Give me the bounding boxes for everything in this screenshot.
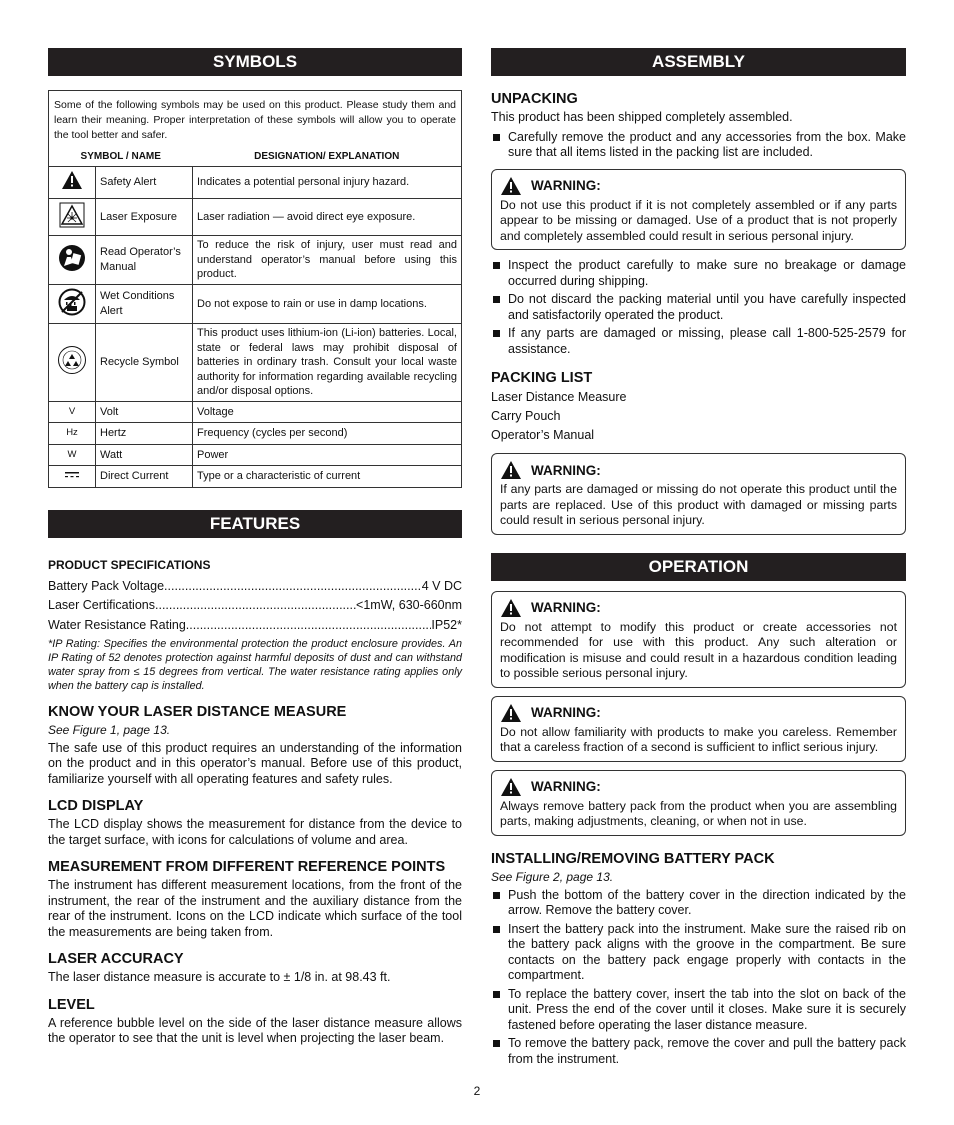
warning-box	[491, 696, 906, 762]
warning-title: WARNING:	[531, 600, 601, 615]
warning-text: If any parts are damaged or missing do not operate this product until the parts are replaced. Use of this product with damaged or missing parts could result in serious personal injury.	[500, 482, 897, 527]
symbols-table-box	[48, 90, 462, 488]
features-heading: FEATURES	[48, 510, 462, 538]
spec-row: Water Resistance Rating ..... IP52*	[48, 617, 462, 633]
list-item: Inspect the product carefully to make sure no breakage or damage occurred during shipping.	[491, 258, 906, 289]
warning-box	[491, 453, 906, 535]
warning-text: Do not allow familiarity with products to make you careless. Remember that a careless fraction of a second is sufficient to inflict serious injury.	[500, 724, 897, 754]
list-item: Push the bottom of the battery cover in the direction indicated by the arrow. Remove the battery cover.	[491, 888, 906, 919]
inspection-list	[491, 258, 906, 357]
level-text: A reference bubble level on the side of the laser distance measure allows the operator to see that the unit is level when projecting the laser beam.	[48, 1015, 462, 1045]
list-item: Operator’s Manual	[491, 428, 595, 442]
know-text: The safe use of this product requires an understanding of the information on the product and in this operator’s manual. Before use of this product, familiarize yourself with all operating features and safety rules.	[48, 740, 462, 786]
laser-exposure-icon	[59, 219, 85, 231]
table-row	[49, 324, 461, 402]
lcd-heading: LCD DISPLAY	[48, 798, 144, 814]
warning-text: Always remove battery pack from the product when you are assembling parts, making adjustments, cleaning, or when not in use.	[500, 798, 897, 828]
unpacking-text: This product has been shipped completely assembled.	[491, 110, 793, 124]
warning-icon	[500, 460, 522, 480]
symbol-name: Safety Alert	[96, 167, 193, 199]
list-item: If any parts are damaged or missing, please call 1-800-525-2579 for assistance.	[491, 326, 906, 357]
volt-symbol: V	[49, 401, 96, 423]
symbol-desc: Type or a characteristic of current	[193, 466, 462, 487]
symbol-desc: Indicates a potential personal injury hazard.	[193, 167, 462, 199]
list-item: Carefully remove the product and any accessories from the box. Make sure that all items listed in the packing list are included.	[491, 130, 906, 161]
recycle-icon	[57, 366, 87, 378]
symbols-table	[49, 149, 461, 487]
list-item: To replace the battery cover, insert the tab into the slot on back of the unit. Press the end of the cover until it closes. Make sure it is securely fastened before operating the laser distance measure.	[491, 987, 906, 1034]
figure-reference: See Figure 1, page 13.	[48, 722, 171, 737]
symbol-name: Wet Conditions Alert	[96, 284, 193, 324]
packing-list	[491, 389, 906, 443]
symbol-desc: Do not expose to rain or use in damp locations.	[193, 284, 462, 324]
measurement-heading: MEASUREMENT FROM DIFFERENT REFERENCE POINTS	[48, 859, 446, 875]
packing-list-heading: PACKING LIST	[491, 370, 593, 386]
symbol-name: Laser Exposure	[96, 198, 193, 236]
wet-conditions-icon	[58, 307, 86, 319]
accuracy-text: The laser distance measure is accurate to ± 1/8 in. at 98.43 ft.	[48, 970, 391, 984]
warning-title: WARNING:	[531, 705, 601, 720]
warning-icon	[500, 176, 522, 196]
accuracy-heading: LASER ACCURACY	[48, 951, 184, 967]
table-row	[49, 167, 461, 199]
symbol-desc: Voltage	[193, 401, 462, 423]
warning-icon	[500, 598, 522, 618]
warning-text: Do not use this product if it is not completely assembled or if any parts appear to be missing or damaged. Use of a product that is not properly and completely assembled could result in serious personal injury.	[500, 197, 897, 243]
warning-icon	[500, 703, 522, 723]
table-row	[49, 284, 461, 324]
assembly-heading: ASSEMBLY	[491, 48, 906, 76]
symbol-name: Direct Current	[96, 466, 193, 487]
symbols-intro: Some of the following symbols may be used on this product. Please study them and learn their meaning. Proper interpretation of these symbols will allow you to operate the tool better and safer.	[54, 99, 456, 141]
table-row	[49, 198, 461, 236]
list-item: Laser Distance Measure	[491, 390, 627, 404]
symbol-desc: Laser radiation — avoid direct eye exposure.	[193, 198, 462, 236]
battery-heading: INSTALLING/REMOVING BATTERY PACK	[491, 850, 775, 867]
ip-footnote: *IP Rating: Specifies the environmental protection the product enclosure provides. An IP Rating of 52 denotes protection against harmful deposits of dust and can withstand water spray from ≤ 15 degrees from vertical. The water resistance rating applies only when the battery cap is installed.	[48, 637, 462, 692]
symbol-name: Read Operator’s Manual	[96, 236, 193, 285]
unpacking-list	[491, 130, 906, 161]
table-row	[49, 444, 461, 466]
product-spec-heading: PRODUCT SPECIFICATIONS	[48, 557, 211, 572]
warning-box	[491, 591, 906, 688]
direct-current-icon	[65, 470, 79, 482]
left-column	[48, 48, 462, 1051]
read-manual-icon	[58, 263, 86, 275]
lcd-text: The LCD display shows the measurement for distance from the device to the target surface, with icons for calculations of volume and area.	[48, 817, 462, 847]
list-item: Insert the battery pack into the instrument. Make sure the raised rib on the battery pack aligns with the groove in the compartment. Be sure contacts on the battery pack engage properly with contacts in the compartment.	[491, 922, 906, 984]
symbol-name: Recycle Symbol	[96, 324, 193, 402]
warning-title: WARNING:	[531, 462, 601, 478]
spec-row: Battery Pack Voltage ..... 4 V DC	[48, 578, 462, 594]
symbol-name: Volt	[96, 401, 193, 423]
spec-row: Laser Certifications ..... <1mW, 630-660nm	[48, 597, 462, 613]
warning-title: WARNING:	[531, 178, 601, 193]
warning-icon	[500, 777, 522, 797]
col-symbol-header: SYMBOL / NAME	[49, 149, 193, 167]
table-row	[49, 466, 461, 487]
figure-reference: See Figure 2, page 13.	[491, 869, 614, 884]
know-heading: KNOW YOUR LASER DISTANCE MEASURE	[48, 703, 347, 720]
page-number: 2	[473, 1084, 481, 1098]
symbol-desc: Power	[193, 444, 462, 466]
measurement-text: The instrument has different measurement locations, from the front of the instrument, the rear of the instrument and the auxiliary distance from the rear of the instrument. Icons on the LCD indicate which surface of the tool the measurements are being taken from.	[48, 878, 462, 939]
safety-alert-icon	[61, 181, 83, 193]
warning-text: Do not attempt to modify this product or create accessories not recommended for use with this product. Any such alteration or modification is misuse and could result in a hazardous condition leading to possible serious personal injury.	[500, 619, 897, 680]
symbol-desc: This product uses lithium-ion (Li-ion) batteries. Local, state or federal laws may prohibit disposal of batteries in ordinary trash. Consult your local waste authority for information regarding available recycling and/or disposal options.	[193, 324, 462, 402]
watt-symbol: W	[49, 444, 96, 466]
hertz-symbol: Hz	[49, 423, 96, 445]
table-row	[49, 236, 461, 285]
warning-box	[491, 169, 906, 251]
table-row	[49, 401, 461, 423]
symbol-name: Hertz	[96, 423, 193, 445]
symbol-desc: To reduce the risk of injury, user must read and understand operator’s manual before using this product.	[193, 236, 462, 285]
symbol-name: Watt	[96, 444, 193, 466]
symbols-heading: SYMBOLS	[48, 48, 462, 76]
symbol-desc: Frequency (cycles per second)	[193, 423, 462, 445]
col-designation-header: DESIGNATION/ EXPLANATION	[193, 149, 462, 167]
table-row	[49, 423, 461, 445]
unpacking-heading: UNPACKING	[491, 91, 578, 107]
warning-box	[491, 770, 906, 836]
warning-title: WARNING:	[531, 779, 601, 794]
battery-steps	[491, 888, 906, 1068]
list-item: To remove the battery pack, remove the cover and pull the battery pack from the instrument.	[491, 1036, 906, 1067]
list-item: Do not discard the packing material until you have carefully inspected and satisfactorily operated the product.	[491, 292, 906, 323]
level-heading: LEVEL	[48, 996, 95, 1013]
list-item: Carry Pouch	[491, 409, 561, 423]
operation-heading: OPERATION	[491, 553, 906, 581]
right-column	[491, 48, 906, 1071]
